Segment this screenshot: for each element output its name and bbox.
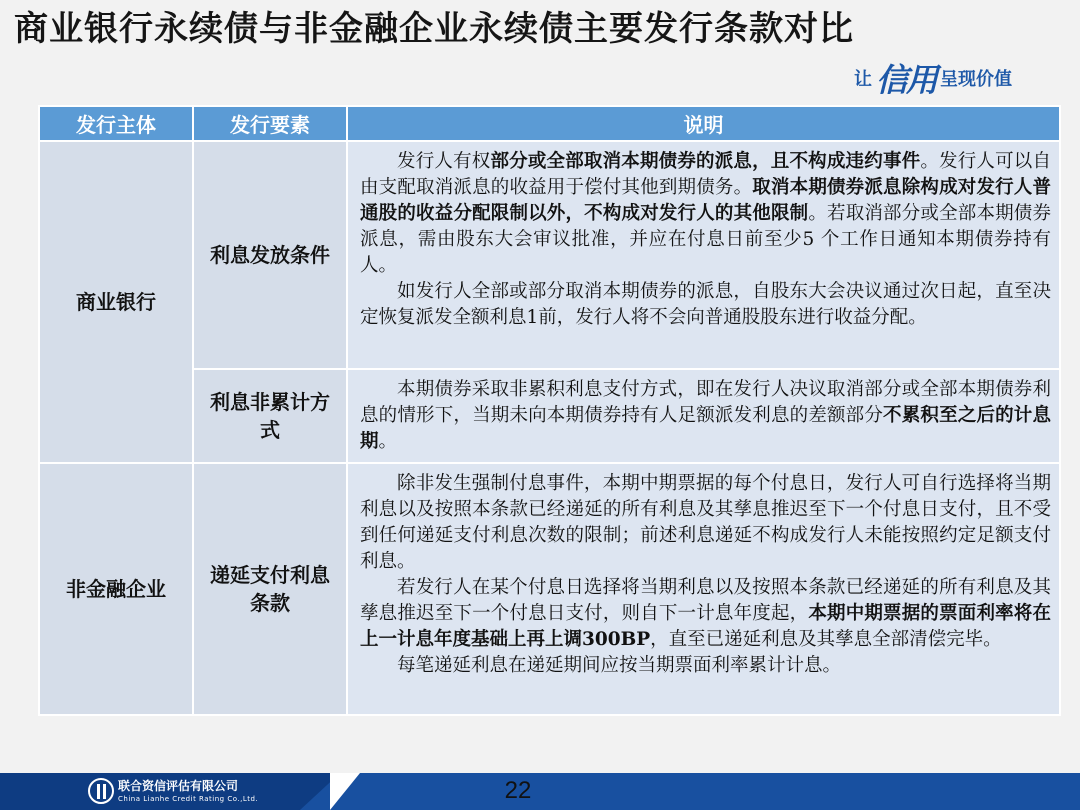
- brand-slogan: [854, 58, 1012, 98]
- description-paragraph: [360, 377, 1051, 455]
- comparison-table: [38, 105, 1061, 716]
- description-paragraph: [360, 471, 1051, 575]
- footer-bar: [0, 773, 1080, 810]
- emphasis-text: 部分或全部取消本期债券的派息，且不构成违约事件: [490, 151, 921, 172]
- table-row: [39, 141, 1060, 369]
- emphasis-text: 本期中期票据的票面利率将在上一计息年度基础上再上调300BP: [360, 603, 1051, 650]
- body-text: 。: [378, 431, 398, 452]
- table-row: [39, 463, 1060, 715]
- body-text: 如发行人全部或部分取消本期债券的派息，自股东大会决议通过次日起，直至决定恢复派发全额利息1前，发行人将不会向普通股股东进行收益分配。: [360, 281, 1051, 328]
- element-cell: [193, 141, 347, 369]
- body-text: 除非发生强制付息事件，本期中期票据的每个付息日，发行人可自行选择将当期利息以及按照本条款已经递延的所有利息及其孳息推迟至下一个付息日支付，且不受到任何递延支付利息次数的限制；前述利息递延不构成发行人未能按照约定足额支付利息。: [360, 473, 1051, 572]
- description-cell: [347, 463, 1060, 715]
- entity-cell: 商业银行: [39, 141, 193, 463]
- element-label: 利息发放条件: [210, 243, 330, 267]
- element-cell: [193, 463, 347, 715]
- element-label: 利息非累计方式: [210, 390, 330, 442]
- table-header-row: [39, 106, 1060, 141]
- body-text: 若发行人在某个付息日选择将当期利息以及按照本条款已经递延的所有利息及其孳息推迟至下一个付息日支付，则自下一计息年度起，: [360, 577, 1051, 624]
- page-title: 商业银行永续债与非金融企业永续债主要发行条款对比: [14, 9, 854, 49]
- emphasis-text: 不累积至之后的计息期: [360, 405, 1051, 452]
- header-element: 发行要素: [193, 106, 347, 141]
- company-name-en: China Lianhe Credit Rating Co.,Ltd.: [118, 795, 259, 803]
- slogan-prefix: 让: [853, 69, 872, 90]
- description-cell: [347, 141, 1060, 369]
- slogan-suffix: 呈现价值: [940, 69, 1012, 90]
- body-text: 。若取消部分或全部本期债券派息，需由股东大会审议批准，并应在付息日前至少5 个工作日通知本期债券持有人。: [360, 203, 1051, 276]
- description-paragraph: [360, 575, 1051, 653]
- description-paragraph: [360, 149, 1051, 279]
- header-issuer: 发行主体: [39, 106, 193, 141]
- body-text: ，直至已递延利息及其孳息全部清偿完毕。: [650, 629, 1002, 650]
- description-paragraph: [360, 279, 1051, 331]
- description-paragraph: [360, 653, 1051, 679]
- element-label: 递延支付利息条款: [210, 563, 330, 615]
- body-text: 发行人有权: [397, 151, 491, 172]
- header-description: 说明: [347, 106, 1060, 141]
- element-cell: [193, 369, 347, 463]
- company-name-cn: 联合资信评估有限公司: [118, 779, 239, 793]
- body-text: 每笔递延利息在递延期间应按当期票面利率累计计息。: [397, 655, 842, 676]
- emphasis-text: 取消本期债券派息除构成对发行人普通股的收益分配限制以外，不构成对发行人的其他限制: [360, 177, 1051, 224]
- entity-cell: 非金融企业: [39, 463, 193, 715]
- body-text: 本期债券采取非累积利息支付方式，即在发行人决议取消部分或全部本期债券利息的情形下，当期未向本期债券持有人足额派发利息的差额部分: [360, 379, 1051, 426]
- description-cell: [347, 369, 1060, 463]
- table-row: [39, 369, 1060, 463]
- company-logo-icon: [88, 778, 114, 804]
- slogan-highlight: 信用: [875, 61, 936, 99]
- page-number: 22: [504, 777, 532, 804]
- body-text: 。发行人可以自由支配取消派息的收益用于偿付其他到期债务。: [360, 151, 1051, 198]
